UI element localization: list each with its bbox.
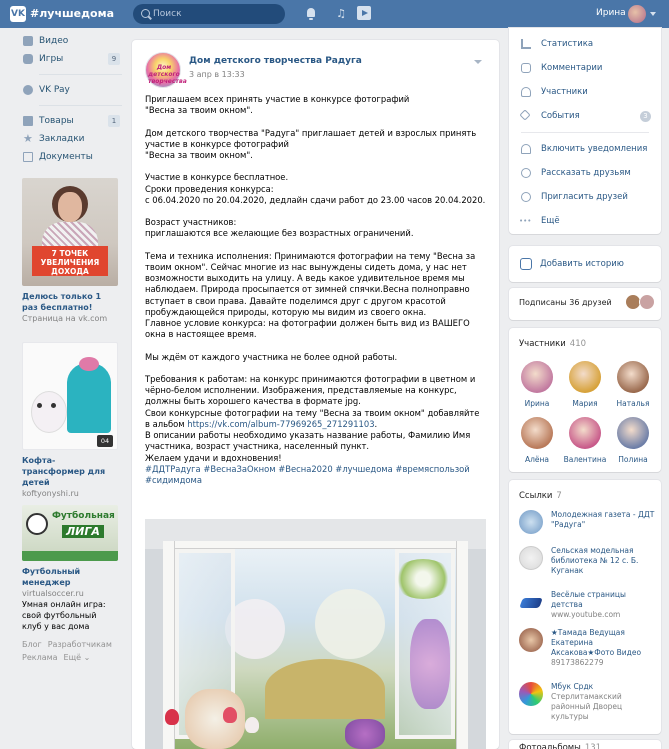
add-story-button[interactable]: [509, 246, 661, 282]
more-icon: •••: [519, 217, 532, 225]
menu-item-label: События: [541, 111, 580, 121]
member-avatar: [617, 361, 649, 393]
album-link[interactable]: https://vk.com/album-77969265_271291103: [187, 418, 375, 429]
member-avatar: [521, 361, 553, 393]
statistics-icon: [521, 39, 531, 49]
ad-source: virtualsoccer.ru: [22, 589, 84, 598]
link-avatar: [519, 546, 543, 570]
nav-item-label: Игры: [39, 54, 64, 64]
link-title: ★Тамада Ведущая Екатерина Аксакова★Фото Видео: [551, 628, 642, 657]
top-bar: [0, 0, 669, 28]
member-name: Мария: [572, 399, 598, 408]
bell-icon: [521, 144, 531, 154]
wall-post: [132, 40, 499, 749]
ad-image[interactable]: [22, 505, 118, 561]
footer-link-developers[interactable]: Разработчикам: [47, 640, 112, 649]
events-icon: [519, 109, 530, 120]
menu-item-invite[interactable]: [509, 185, 661, 209]
member-item[interactable]: [514, 361, 560, 408]
hashtags[interactable]: #ДДТРадуга #ВеснаЗаОкном #Весна2020 #лучшедома #времяспользой #сидимдома: [145, 463, 473, 485]
notifications-icon[interactable]: [304, 7, 318, 21]
search-icon: [141, 9, 150, 18]
links-count: 7: [556, 491, 562, 501]
video-icon: [23, 36, 33, 46]
member-name: Ирина: [524, 399, 550, 408]
nav-item-vkpay[interactable]: [22, 81, 122, 99]
post-photo[interactable]: [145, 519, 486, 749]
member-avatar: [569, 361, 601, 393]
members-icon: [521, 87, 531, 97]
ad-block[interactable]: [22, 178, 118, 324]
left-nav: [22, 32, 122, 166]
links-block: [509, 480, 661, 734]
nav-item-label: Документы: [39, 152, 93, 162]
members-block: [509, 328, 661, 472]
photo-albums-count: 131: [584, 743, 602, 749]
footer-link-ads[interactable]: Реклама: [22, 653, 58, 662]
divider: [39, 105, 122, 106]
play-icon[interactable]: [357, 6, 371, 20]
menu-item-label: Комментарии: [541, 63, 603, 73]
link-subtitle: Стерлитамакский районный Дворец культуры: [551, 692, 623, 721]
menu-item-events[interactable]: [509, 104, 661, 128]
user-avatar[interactable]: [628, 5, 646, 23]
nav-item-video[interactable]: [22, 32, 122, 50]
user-name[interactable]: Ирина: [596, 8, 626, 18]
link-subtitle: www.youtube.com: [551, 610, 621, 619]
menu-item-comments[interactable]: [509, 56, 661, 80]
post-body: Приглашаем всех принять участие в конкурсе фотографий "Весна за твоим окном". Дом детского творчества "Радуга" приглашает детей и взрослых принять участие в конкурсе фотографий "Весна за твоим окном". Участие в конкурсе бесплатное. Сроки проведения конкурса: с 06.04.2020 по 20.04.2020, дедлайн сдачи работ до 23.00 часов 20.04.2020. Возраст участников: приглашаются все желающие без возрастных ограничений. Тема и техника исполнения: Принимаются фотографии на тему "Весна за твоим окном". Сейчас многие из нас вынуждены сидеть дома, у нас нет возможности выходить на улицу. А ведь какое удивительное время мы наблюдаем. Природа просыпается от зимней спячки.Весна полноправно вступает в свои права. Давайте поделимся друг с другом красотой пробуждающейся природы, которую мы видим из своего окна. Главное условие конкурса: на фотографии должен быть вид из ВАШЕГО окна в настоящее время. Мы ждём от каждого участника не более одной работы. Требования к работам: на конкурс принимаются фотографии в цветном и чёрно-белом исполнении. Изображения, представляемые на конкурс, должны быть хорошего качества в формате jpg. Свои конкурсные фотографии на тему "Весна за твоим окном" добавляйте в альбом: [145, 94, 486, 429]
community-avatar[interactable]: [145, 52, 187, 88]
vkpay-icon: [23, 85, 33, 95]
ad-source: koftyonyshi.ru: [22, 489, 79, 498]
post-text: [145, 94, 486, 486]
member-avatar: [521, 417, 553, 449]
ad-image[interactable]: [22, 178, 118, 286]
nav-item-label: Видео: [39, 36, 69, 46]
menu-item-label: Рассказать друзьям: [541, 168, 631, 178]
divider: [39, 74, 122, 75]
link-avatar: [519, 628, 543, 652]
nav-item-games[interactable]: [22, 50, 122, 68]
nav-item-documents[interactable]: [22, 148, 122, 166]
music-icon[interactable]: ♫: [336, 7, 346, 20]
ad-banner-text: 7 ТОЧЕК УВЕЛИЧЕНИЯ ДОХОДА: [32, 246, 108, 276]
menu-item-label: Статистика: [541, 39, 594, 49]
menu-item-label: Участники: [541, 87, 588, 97]
members-header[interactable]: [509, 328, 661, 349]
photo-albums-header[interactable]: [509, 740, 661, 749]
search-box[interactable]: [133, 4, 285, 24]
menu-item-label: Включить уведомления: [541, 144, 648, 154]
post-body-cont: . В описании работы необходимо указать название работы, Фамилию Имя участника, возраст участника, населенный пункт. Желаем удачи и вдохновения!: [145, 418, 471, 463]
member-item[interactable]: [562, 417, 608, 464]
share-icon: [521, 168, 531, 178]
member-item[interactable]: [610, 361, 656, 408]
avatar-text: Дом детского творчества: [148, 64, 187, 85]
links-header[interactable]: [509, 480, 661, 501]
link-avatar: [519, 510, 543, 534]
friend-avatar[interactable]: [639, 294, 655, 310]
members-count: 410: [569, 339, 587, 349]
count-badge: 3: [640, 111, 651, 122]
add-story-block[interactable]: [509, 246, 661, 282]
member-name: Полина: [618, 455, 648, 464]
ad-banner-text: ЛИГА: [62, 525, 104, 538]
menu-item-more[interactable]: [509, 209, 661, 233]
members-title: Участники: [519, 339, 566, 349]
member-avatar: [617, 417, 649, 449]
documents-icon: [23, 152, 33, 162]
comments-icon: [521, 63, 531, 73]
ad-title[interactable]: Делюсь только 1 раз бесплатно!: [22, 292, 102, 312]
photo-albums-block: [509, 740, 661, 749]
count-badge: 9: [108, 53, 120, 65]
menu-item-statistics[interactable]: [509, 32, 661, 56]
menu-item-label: Ещё: [541, 216, 560, 226]
divider: [521, 132, 649, 133]
footer-link-more[interactable]: Ещё ⌄: [63, 653, 91, 662]
nav-item-label: Закладки: [39, 134, 85, 144]
member-item[interactable]: [514, 417, 560, 464]
ad-badge: 04: [97, 435, 113, 447]
member-name: Валентина: [563, 455, 607, 464]
search-input[interactable]: [153, 7, 278, 21]
invite-icon: [521, 192, 531, 202]
member-name: Наталья: [616, 399, 650, 408]
member-name: Алёна: [524, 455, 550, 464]
left-footer: [22, 638, 118, 664]
link-avatar: [519, 682, 543, 706]
member-item[interactable]: [562, 361, 608, 408]
vk-logo[interactable]: VK: [10, 6, 26, 22]
friends-subscribed-block[interactable]: [509, 288, 661, 320]
chevron-down-icon[interactable]: [474, 60, 482, 64]
nav-item-label: Товары: [39, 116, 74, 126]
link-title: Мбук Срдк: [551, 682, 594, 691]
link-subtitle: 89173862279: [551, 658, 604, 667]
ad-banner-text: Футбольная: [52, 511, 115, 521]
link-title: Молодежная газета - ДДТ "Радуга": [551, 510, 655, 529]
games-icon: [23, 54, 33, 64]
nav-item-goods[interactable]: [22, 112, 122, 130]
community-menu: [509, 28, 661, 234]
ad-title[interactable]: Футбольный менеджер: [22, 567, 81, 587]
menu-item-label: Пригласить друзей: [541, 192, 628, 202]
link-avatar: [519, 590, 543, 614]
post-date[interactable]: 3 апр в 13:33: [189, 70, 245, 79]
ad-description: Умная онлайн игра: свой футбольный клуб у вас дома: [22, 600, 106, 631]
add-story-label: Добавить историю: [540, 259, 624, 269]
links-title: Ссылки: [519, 491, 553, 501]
goods-icon: [23, 116, 33, 126]
story-icon: [520, 258, 532, 270]
ad-block[interactable]: [22, 342, 118, 499]
link-title: Весёлые страницы детства: [551, 590, 626, 609]
menu-item-notifications[interactable]: [509, 137, 661, 161]
member-avatar: [569, 417, 601, 449]
link-title: Сельская модельная библиотека № 12 с. Б. Куганак: [551, 546, 639, 575]
photo-albums-title: Фотоальбомы: [519, 743, 581, 749]
friends-subscribed-label: Подписаны 36 друзей: [519, 298, 612, 307]
member-item[interactable]: [610, 417, 656, 464]
nav-item-bookmarks[interactable]: [22, 130, 122, 148]
bookmarks-icon: ★: [23, 132, 33, 145]
nav-item-label: VK Pay: [39, 85, 70, 95]
post-author[interactable]: Дом детского творчества Радуга: [189, 56, 362, 66]
count-badge: 1: [108, 115, 120, 127]
ad-block[interactable]: [22, 505, 118, 632]
menu-item-share[interactable]: [509, 161, 661, 185]
ad-source: Страница на vk.com: [22, 314, 108, 323]
ad-title[interactable]: Кофта-трансформер для детей: [22, 456, 106, 487]
chevron-down-icon[interactable]: [650, 12, 656, 16]
footer-link-blog[interactable]: Блог: [22, 640, 42, 649]
menu-item-members[interactable]: [509, 80, 661, 104]
ad-image[interactable]: [22, 342, 118, 450]
page-hashtag-title[interactable]: #лучшедома: [30, 7, 114, 20]
